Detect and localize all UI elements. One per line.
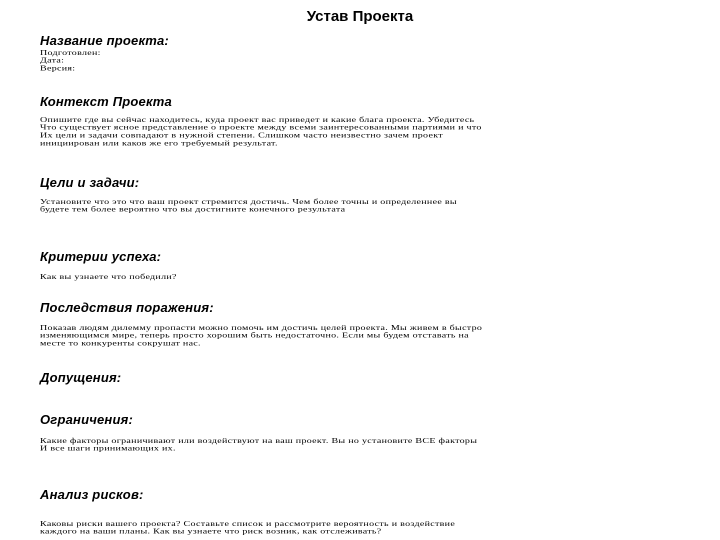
paragraph-line: Их цели и задачи совпадают в нужной степени. Слишком часто неизвестно зачем проект: [40, 131, 443, 140]
paragraph-line: Какие факторы ограничивают или воздействуют на ваш проект. Вы но установите ВСЕ факторы: [40, 437, 478, 445]
assumptions-heading: Допущения:: [40, 370, 122, 385]
document-title: Устав Проекта: [306, 8, 414, 25]
paragraph-line: Что существует ясное представление о проекте между всеми заинтересованными партиями и что: [40, 123, 482, 132]
paragraph-line: Опишите где вы сейчас находитесь, куда проект вас приведет и какие блага проекта. Убедитесь: [40, 116, 475, 124]
version-line: Версия:: [40, 64, 76, 73]
project-name-heading: Название проекта:: [40, 33, 169, 48]
failure-body: [40, 324, 680, 348]
constraints-heading: Ограничения:: [40, 412, 134, 427]
success-heading: Критерии успеха:: [40, 249, 162, 264]
prepared-by-line: Подготовлен:: [40, 49, 101, 57]
paragraph-line: изменяющимся мире, теперь просто хорошим быть недостаточно. Если мы будем отставать на: [40, 331, 469, 340]
paragraph-line: Установите что это что ваш проект стремится достичь. Чем более точны и определеннее вы: [40, 198, 457, 206]
context-heading: Контекст Проекта: [40, 94, 172, 109]
paragraph-line: Каковы риски вашего проекта? Составьте список и рассмотрите вероятность и воздействие: [40, 520, 456, 528]
paragraph-line: И все шаги принимающих их.: [40, 444, 176, 453]
risks-heading: Анализ рисков:: [40, 487, 144, 502]
goals-heading: Цели и задачи:: [40, 175, 140, 190]
project-name-body: [40, 49, 680, 73]
date-line: Дата:: [40, 56, 65, 65]
goals-body: [40, 198, 680, 214]
constraints-body: [40, 437, 680, 453]
paragraph-line: каждого на ваши планы. Как вы узнаете что риск возник, как отслеживать?: [40, 527, 382, 536]
paragraph-line: Как вы узнаете что победили?: [40, 273, 177, 281]
paragraph-line: месте то конкуренты сокрушат нас.: [40, 339, 201, 348]
paragraph-line: инициирован или каков же его требуемый результат.: [40, 139, 278, 148]
success-body: [40, 273, 680, 281]
failure-heading: Последствия поражения:: [40, 300, 214, 315]
context-body: [40, 116, 680, 148]
risks-body: [40, 520, 680, 536]
paragraph-line: будете тем более вероятно что вы достигните конечного результата: [40, 205, 346, 214]
paragraph-line: Показав людям дилемму пропасти можно помочь им достичь целей проекта. Мы живем в быстро: [40, 324, 483, 332]
